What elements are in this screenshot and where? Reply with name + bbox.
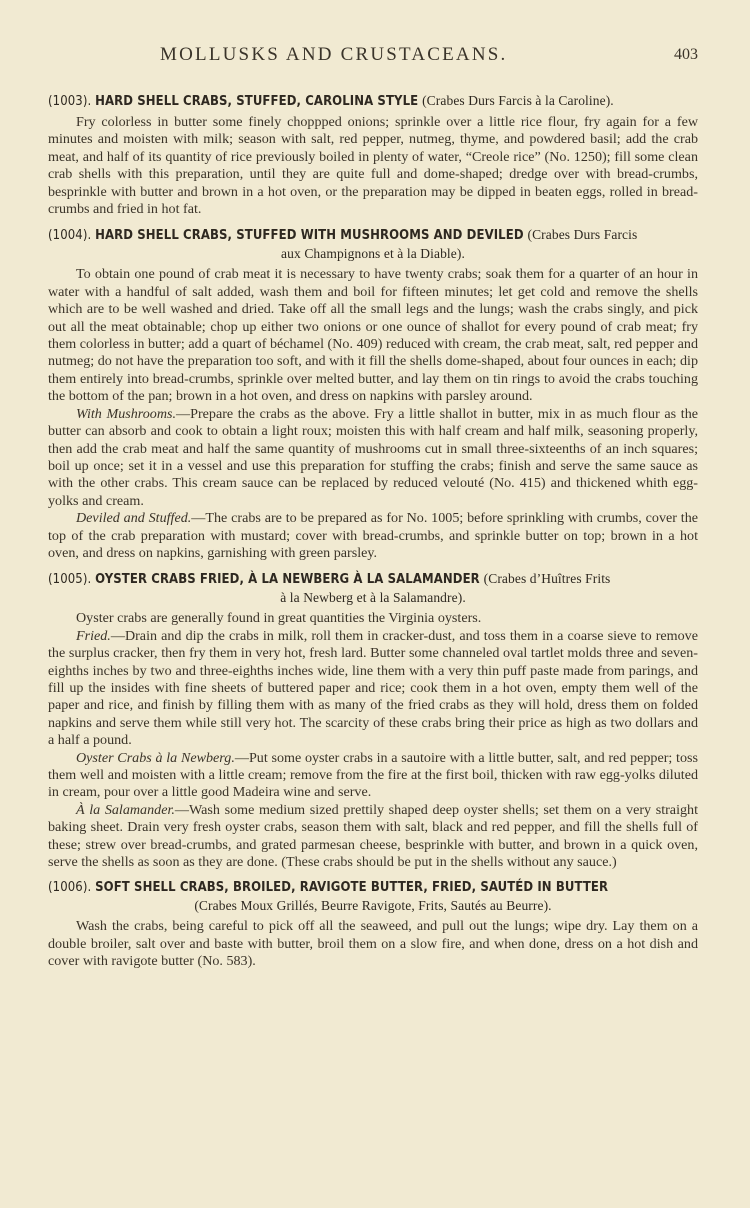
variant-text: —Wash some medium sized prettily shaped deep oyster shells; set them on a very straight baking sheet. Drain very fresh oyster crabs, season them with salt, black and red pepper, and fill the shells full of these; strew over bread-crumbs, and grated parmesan cheese, besprinkle with butter, and brown in a quick oven, serve the shells as soon as they are done. (These crabs should be put in the shells without any sauce.) <box>48 801 698 871</box>
recipe-variant <box>48 802 698 872</box>
variant-text: —Put some oyster crabs in a sautoire with a little butter, salt, and red pepper; toss them well and moisten with a little cream; remove from the fire at the first boil, thicken with raw egg-yolks diluted in cream, pour over a little good Madeira wine and serve. <box>48 749 698 801</box>
variant-text: —Prepare the crabs as the above. Fry a little shallot in butter, mix in as much flour as the butter can absorb and cook to obtain a light roux; moisten this with half cream and half milk, seasoning properly, then add the crab meat and half the same quantity of mushrooms cut in small three-sixteenths of an inch squares; boil up once; set it in a vessel and use this preparation for stuffing the crabs; finish and serve the same sauce as with the other crabs. This cream sauce can be replaced by reduced velouté (No. 415) and thickened whith egg-yolks and cream. <box>48 405 698 509</box>
recipe-heading <box>48 92 698 111</box>
page-body <box>48 92 698 979</box>
recipe-variant <box>48 510 698 562</box>
recipe-heading <box>48 570 698 607</box>
recipe-heading <box>48 226 698 263</box>
recipe-1003 <box>48 92 698 218</box>
recipe-number: (1006). <box>48 880 92 896</box>
variant-label: Fried. <box>76 627 111 644</box>
recipe-1006 <box>48 879 698 970</box>
recipe-french-title-continued: (Crabes Moux Grillés, Beurre Ravigote, Frits, Sautés au Beurre). <box>194 898 552 914</box>
variant-text: —Drain and dip the crabs in milk, roll them in cracker-dust, and toss them in a coarse sieve to remove the surplus cracker, then fry them in very hot, fresh lard. Butter some channeled oval tartlet molds three and seven-eighths inches by two and three-eighths inches wide, line them with a very thin puff paste made from parings, and fill up the insides with fine sheets of buttered paper and rice; cook them in a hot oven, empty them well of the paper and rice, and finish by filling them with as many of the fried crabs as they will hold, dress them on folded napkins and serve them while still very hot. The scarcity of these crabs bring their price as high as two dollars and a half a pound. <box>48 627 698 749</box>
variant-label: À la Salamander. <box>76 801 175 818</box>
recipe-1005 <box>48 570 698 871</box>
recipe-number: (1003). <box>48 94 92 109</box>
recipe-french-title: (Crabes Durs Farcis <box>527 227 638 243</box>
recipe-title: SOFT SHELL CRABS, BROILED, RAVIGOTE BUTTER, FRIED, SAUTÉD IN BUTTER <box>95 880 609 896</box>
recipe-1004 <box>48 226 698 562</box>
recipe-title: HARD SHELL CRABS, STUFFED WITH MUSHROOMS AND DEVILED <box>95 228 524 244</box>
recipe-variant <box>48 628 698 750</box>
recipe-paragraph: Wash the crabs, being careful to pick off all the seaweed, and pull out the lungs; wipe dry. Lay them on a double broiler, salt over and baste with butter, broil them on a slow fire, and when done, dress on a hot dish and cover with ravigote butter (No. 583). <box>48 918 698 970</box>
variant-text: —The crabs are to be prepared as for No. 1005; before sprinkling with crumbs, cover the top of the crab preparation with mustard; cover with bread-crumbs, and sprinkle butter on top; brown in a hot oven, and dress on napkins, garnishing with green parsley. <box>48 510 698 561</box>
recipe-french-title-continued: à la Newberg et à la Salamandre). <box>280 590 466 606</box>
variant-label: With Mushrooms. <box>76 405 177 422</box>
recipe-french-title: (Crabes d’Huîtres Frits <box>483 571 611 587</box>
variant-label: Deviled and Stuffed. <box>76 510 192 527</box>
recipe-paragraph: To obtain one pound of crab meat it is necessary to have twenty crabs; soak them for a quarter of an hour in water with a handful of salt added, wash them and boil for fifteen minutes; let get cold and remove the shells which are to be well washed and dried. Take off all the small legs and the lungs; wash the crabs singly, and pick out all the meat obtainable; chop up either two onions or one ounce of shallot for every pound of crab meat; fry them colorless in butter; add a quart of béchamel (No. 409) reduced with cream, the crab meat, salt, red pepper and nutmeg; do not have the preparation too soft, and with it fill the shells dome-shaped, about four ounces in each; dip them entirely into bread-crumbs, sprinkle over melted butter, and lay them on tin rings to avoid the crabs touching the bottom of the pan; brown in a hot oven, and dress on napkins with parsley around. <box>48 266 698 405</box>
recipe-heading <box>48 879 698 915</box>
recipe-title: OYSTER CRABS FRIED, À LA NEWBERG À LA SALAMANDER <box>95 572 480 588</box>
recipe-paragraph: Fry colorless in butter some finely choppped onions; sprinkle over a little rice flour, fry again for a few minutes and moisten with milk; season with salt, red pepper, nutmeg, thyme, and powdered basil; add the crab meat, and half of its quantity of rice previously boiled in plenty of water, “Creole rice” (No. 1250); fill some clean crab shells with this preparation, until they are quite full and dome-shaped; dredge over with bread-crumbs, besprinkle with butter and brown in a hot oven, or the preparation may be dipped in beaten eggs, rolled in bread-crumbs and fried in hot fat. <box>48 114 698 218</box>
recipe-title: HARD SHELL CRABS, STUFFED, CAROLINA STYLE <box>95 94 419 109</box>
page-number: 403 <box>674 46 698 63</box>
recipe-number: (1004). <box>48 228 92 244</box>
recipe-paragraph: Oyster crabs are generally found in great quantities the Virginia oysters. <box>76 610 482 627</box>
recipe-variant <box>48 750 698 802</box>
recipe-number: (1005). <box>48 572 92 588</box>
running-title: MOLLUSKS AND CRUSTACEANS. <box>160 44 508 65</box>
recipe-french-title: (Crabes Durs Farcis à la Caroline). <box>422 93 614 108</box>
recipe-french-title-continued: aux Champignons et à la Diable). <box>281 246 465 262</box>
recipe-variant <box>48 406 698 510</box>
variant-label: Oyster Crabs à la Newberg. <box>76 749 235 766</box>
running-head <box>0 44 750 74</box>
